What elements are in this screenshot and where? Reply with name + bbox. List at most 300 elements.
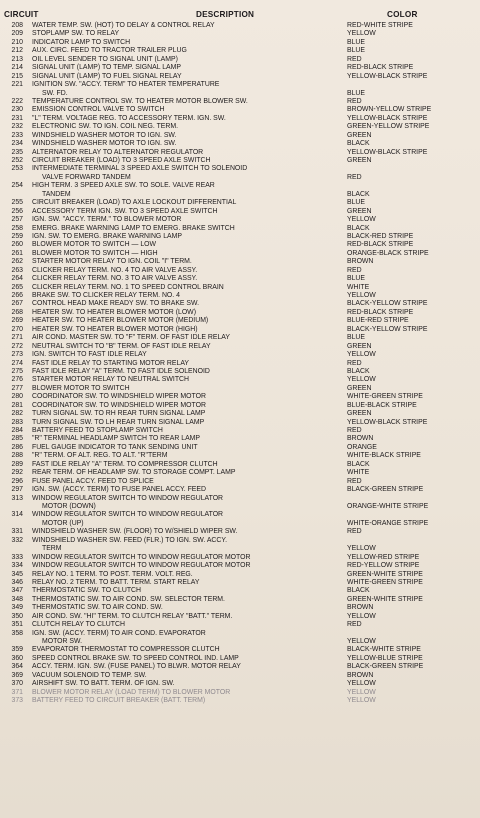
circuit-number: 255: [11, 199, 23, 207]
description-line: BRAKE SW. TO CLICKER RELAY TERM. NO. 4: [32, 292, 180, 300]
circuit-description: [32, 225, 342, 233]
circuit-number: 346: [11, 578, 23, 586]
circuit-number: 234: [11, 140, 23, 148]
table-row: [0, 579, 480, 587]
circuit-number: 235: [11, 148, 23, 156]
description-line: FAST IDLE RELAY "A" TERM. TO FAST IDLE SOLENOID: [32, 367, 210, 375]
circuit-description: [32, 47, 342, 55]
description-line: IGN. SW. "ACCY. TERM." TO BLOWER MOTOR: [32, 216, 182, 224]
table-row: [0, 165, 480, 182]
description-line: IGN. SW. (ACCY. TERM) TO FUSE PANEL ACCY. FEED: [32, 486, 206, 494]
description-line: WINDOW REGULATOR SWITCH TO WINDOW REGULATOR MOTOR: [32, 553, 251, 561]
table-row: [0, 630, 480, 647]
description-line: RELAY NO. 1 TERM. TO POST. TERM. VOLT. REG.: [32, 570, 193, 578]
description-line: BLOWER MOTOR TO SWITCH — HIGH: [32, 249, 158, 257]
circuit-description: [32, 216, 342, 224]
table-header: [0, 4, 480, 20]
circuit-number: 292: [11, 469, 23, 477]
circuit-description: [32, 697, 342, 705]
wire-color: GREEN: [347, 157, 372, 165]
description-line: HEATER SW. TO HEATER BLOWER MOTOR (MEDIUM): [32, 317, 209, 325]
table-row: [0, 672, 480, 680]
table-row: [0, 317, 480, 325]
circuit-number: 313: [11, 494, 23, 502]
description-line: TURN SIGNAL SW. TO LH REAR TURN SIGNAL LAMP: [32, 418, 205, 426]
circuit-description: [32, 587, 342, 595]
color-column-header: COLOR: [387, 10, 418, 19]
description-line: WINDSHIELD WASHER MOTOR TO IGN. SW.: [32, 131, 177, 139]
wire-color: BROWN-YELLOW STRIPE: [347, 106, 432, 114]
description-line: WINDOW REGULATOR SWITCH TO WINDOW REGULATOR: [32, 494, 224, 502]
table-row: [0, 123, 480, 131]
circuit-description: [32, 427, 342, 435]
circuit-number: 214: [11, 64, 23, 72]
wire-color: YELLOW-BLACK STRIPE: [347, 72, 428, 80]
table-row: [0, 587, 480, 595]
circuit-description: [32, 157, 342, 165]
table-row: [0, 149, 480, 157]
table-row: [0, 216, 480, 224]
circuit-number: 268: [11, 308, 23, 316]
table-row: [0, 435, 480, 443]
description-line: FUSE PANEL ACCY. FEED TO SPLICE: [32, 477, 154, 485]
wire-color: ORANGE: [347, 443, 377, 451]
wire-color: GREEN: [347, 384, 372, 392]
circuit-number: 359: [11, 646, 23, 654]
description-line: SPEED CONTROL BRAKE SW. TO SPEED CONTROL IND. LAMP: [32, 654, 239, 662]
table-row: [0, 258, 480, 266]
circuit-number: 213: [11, 55, 23, 63]
circuit-number: 275: [11, 367, 23, 375]
description-line: IGNITION SW. "ACCY. TERM" TO HEATER TEMPERATURE: [32, 81, 220, 89]
circuit-number: 280: [11, 393, 23, 401]
circuit-description: [32, 368, 342, 376]
wire-color: BLUE-BLACK STRIPE: [347, 401, 417, 409]
wire-color: RED: [347, 266, 362, 274]
circuit-description: [32, 452, 342, 460]
wire-color: WHITE-GREEN STRIPE: [347, 393, 423, 401]
description-line: CLICKER RELAY TERM. NO. 1 TO SPEED CONTROL BRAIN: [32, 283, 224, 291]
table-row: [0, 309, 480, 317]
circuit-description: [32, 385, 342, 393]
wire-color: BLACK: [347, 224, 370, 232]
circuit-number: 263: [11, 266, 23, 274]
circuit-description: [32, 182, 342, 199]
circuit-description: [32, 461, 342, 469]
circuit-number: 267: [11, 300, 23, 308]
wire-color: BLACK-GREEN STRIPE: [347, 663, 424, 671]
table-row: [0, 621, 480, 629]
circuit-number: 272: [11, 342, 23, 350]
table-row: [0, 402, 480, 410]
circuit-number: 348: [11, 595, 23, 603]
description-continuation: MOTOR (DOWN): [42, 503, 96, 510]
table-row: [0, 360, 480, 368]
circuit-description: [32, 621, 342, 629]
table-row: [0, 376, 480, 384]
circuit-description: [32, 317, 342, 325]
description-continuation: MOTOR SW.: [42, 638, 83, 646]
table-row: [0, 250, 480, 258]
description-line: STARTER MOTOR RELAY TO IGN. COIL "I" TERM.: [32, 258, 192, 266]
description-line: WATER TEMP. SW. (HOT) TO DELAY & CONTROL RELAY: [32, 22, 215, 29]
circuit-number: 260: [11, 241, 23, 249]
circuit-description: [32, 149, 342, 157]
table-row: [0, 486, 480, 494]
wire-color: GREEN: [347, 207, 372, 215]
table-row: [0, 98, 480, 106]
description-line: IGN. SW. (ACCY. TERM) TO AIR COND. EVAPORATOR: [32, 629, 206, 637]
description-line: WINDSHIELD WASHER SW. FEED (FLR.) TO IGN. SW. ACCY.: [32, 536, 228, 544]
circuit-number: 266: [11, 292, 23, 300]
wire-color: BLACK-YELLOW STRIPE: [347, 325, 428, 333]
circuit-number: 271: [11, 334, 23, 342]
table-row: [0, 478, 480, 486]
circuit-description: [32, 351, 342, 359]
wire-color: RED: [347, 477, 362, 485]
wire-color: BLUE-RED STRIPE: [347, 317, 409, 325]
circuit-description: [32, 646, 342, 654]
circuit-description: [32, 478, 342, 486]
table-row: [0, 385, 480, 393]
wire-color: GREEN: [347, 342, 372, 350]
circuit-description: [32, 30, 342, 38]
wire-color: BROWN: [347, 258, 374, 266]
circuit-number: 252: [11, 157, 23, 165]
wire-color: BLACK-RED STRIPE: [347, 232, 414, 240]
table-row: [0, 115, 480, 123]
table-row: [0, 157, 480, 165]
description-line: INTERMEDIATE TERMINAL 3 SPEED AXLE SWITCH TO SOLENOID: [32, 165, 248, 173]
circuit-number: 283: [11, 418, 23, 426]
circuit-description: [32, 511, 342, 528]
circuit-description: [32, 292, 342, 300]
description-line: WINDSHIELD WASHER SW. (FLOOR) TO W/SHIELD WIPER SW.: [32, 528, 238, 536]
circuit-description: [32, 410, 342, 418]
wire-color: RED: [347, 621, 362, 629]
circuit-description: [32, 596, 342, 604]
wire-color: YELLOW-RED STRIPE: [347, 553, 420, 561]
circuit-description: [32, 39, 342, 47]
circuit-number: 333: [11, 553, 23, 561]
description-line: ACCESSORY TERM IGN. SW. TO 3 SPEED AXLE SWITCH: [32, 207, 218, 215]
circuit-number: 230: [11, 106, 23, 114]
description-column-header: DESCRIPTION: [196, 10, 255, 19]
circuit-description: [32, 360, 342, 368]
table-row: [0, 613, 480, 621]
table-row: [0, 132, 480, 140]
wire-color: BLUE: [347, 275, 366, 283]
description-line: REAR TERM. OF HEADLAMP SW. TO STORAGE COMPT. LAMP: [32, 469, 236, 477]
wire-color: YELLOW: [347, 612, 376, 620]
circuit-description: [32, 435, 342, 443]
circuit-description: [32, 73, 342, 81]
circuit-number: 215: [11, 72, 23, 80]
wire-color: YELLOW: [347, 638, 376, 646]
circuit-number: 222: [11, 97, 23, 105]
table-row: [0, 528, 480, 536]
circuit-number: 258: [11, 224, 23, 232]
wire-color: BLACK-WHITE STRIPE: [347, 646, 421, 654]
circuit-description: [32, 98, 342, 106]
table-row: [0, 554, 480, 562]
circuit-number: 259: [11, 232, 23, 240]
table-row: [0, 326, 480, 334]
circuit-number: 265: [11, 283, 23, 291]
circuit-description: [32, 81, 342, 98]
circuit-number: 285: [11, 435, 23, 443]
wire-color: BLUE: [347, 89, 366, 97]
wire-color: RED: [347, 55, 362, 63]
description-continuation: TANDEM: [42, 190, 71, 198]
circuit-number: 262: [11, 258, 23, 266]
circuit-number: 370: [11, 680, 23, 688]
circuit-number: 264: [11, 275, 23, 283]
description-continuation: TERM: [42, 545, 62, 553]
wire-color: YELLOW: [347, 680, 376, 688]
circuit-number: 358: [11, 629, 23, 637]
circuit-description: [32, 233, 342, 241]
circuit-description: [32, 376, 342, 384]
wire-color: BLACK: [347, 460, 370, 468]
description-line: HEATER SW. TO HEATER BLOWER MOTOR (LOW): [32, 308, 196, 316]
wire-color: YELLOW: [347, 545, 376, 553]
circuit-description: [32, 284, 342, 292]
wire-color: YELLOW: [347, 292, 376, 300]
circuit-description: [32, 562, 342, 570]
circuit-number: 314: [11, 511, 23, 519]
circuit-number: 289: [11, 460, 23, 468]
wire-color: YELLOW: [347, 376, 376, 384]
circuit-number: 351: [11, 621, 23, 629]
description-line: HEATER SW. TO HEATER BLOWER MOTOR (HIGH): [32, 325, 198, 333]
circuit-description: [32, 689, 342, 697]
table-row: [0, 199, 480, 207]
circuit-description: [32, 537, 342, 554]
description-line: SIGNAL UNIT (LAMP) TO FUEL SIGNAL RELAY: [32, 72, 182, 80]
table-row: [0, 233, 480, 241]
wire-color: YELLOW: [347, 216, 376, 224]
description-line: "R" TERMINAL HEADLAMP SWITCH TO REAR LAMP: [32, 435, 201, 443]
circuit-number: 282: [11, 410, 23, 418]
description-line: ACCY. TERM. IGN. SW. (FUSE PANEL) TO BLWR. MOTOR RELAY: [32, 663, 241, 671]
wire-color: WHITE: [347, 469, 370, 477]
description-line: CLICKER RELAY TERM. NO. 4 TO AIR VALVE ASSY.: [32, 266, 198, 274]
wire-color: RED-BLACK STRIPE: [347, 241, 414, 249]
description-continuation: VALVE FORWARD TANDEM: [42, 173, 131, 181]
circuit-description: [32, 300, 342, 308]
circuit-description: [32, 275, 342, 283]
table-row: [0, 64, 480, 72]
description-line: WINDSHIELD WASHER MOTOR TO IGN. SW.: [32, 140, 177, 148]
circuit-description: [32, 115, 342, 123]
table-row: [0, 208, 480, 216]
description-line: COORDINATOR SW. TO WINDSHIELD WIPER MOTOR: [32, 393, 206, 401]
wire-color: WHITE-GREEN STRIPE: [347, 578, 423, 586]
table-row: [0, 562, 480, 570]
description-line: EMISSION CONTROL VALVE TO SWITCH: [32, 106, 165, 114]
table-row: [0, 444, 480, 452]
circuit-table-body: [0, 22, 480, 706]
wire-color: BLACK: [347, 190, 370, 198]
description-line: BLOWER MOTOR RELAY (LOAD TERM) TO BLOWER MOTOR: [32, 688, 231, 696]
description-line: WINDOW REGULATOR SWITCH TO WINDOW REGULATOR: [32, 511, 224, 519]
circuit-description: [32, 554, 342, 562]
circuit-description: [32, 444, 342, 452]
description-line: ELECTRONIC SW. TO IGN. COIL NEG. TERM.: [32, 123, 179, 131]
wire-color: BLUE: [347, 334, 366, 342]
description-line: AUX. CIRC. FEED TO TRACTOR TRAILER PLUG: [32, 47, 187, 55]
table-row: [0, 241, 480, 249]
circuit-number: 345: [11, 570, 23, 578]
table-row: [0, 419, 480, 427]
description-line: CONTROL HEAD MAKE READY SW. TO BRAKE SW.: [32, 300, 200, 308]
wire-color: YELLOW-BLACK STRIPE: [347, 114, 428, 122]
wire-color: BLUE: [347, 47, 366, 55]
description-line: AIR COND. SW. "HI" TERM. TO CLUTCH RELAY "BATT." TERM.: [32, 612, 233, 620]
description-line: BATTERY FEED TO CIRCUIT BREAKER (BATT. TERM): [32, 697, 206, 705]
description-line: BLOWER MOTOR TO SWITCH: [32, 384, 130, 392]
circuit-number: 270: [11, 325, 23, 333]
table-row: [0, 47, 480, 55]
table-row: [0, 73, 480, 81]
wire-color: GREEN: [347, 410, 372, 418]
circuit-number: 331: [11, 528, 23, 536]
table-row: [0, 56, 480, 64]
wire-color: RED-BLACK STRIPE: [347, 64, 414, 72]
wire-color: GREEN: [347, 131, 372, 139]
description-continuation: SW. FD.: [42, 89, 68, 97]
circuit-description: [32, 309, 342, 317]
description-line: IGN. SW. TO EMERG. BRAKE WARNING LAMP: [32, 232, 182, 240]
wire-color: BLUE: [347, 38, 366, 46]
wire-color: GREEN-WHITE STRIPE: [347, 570, 423, 578]
table-row: [0, 106, 480, 114]
wire-color: BROWN: [347, 671, 374, 679]
wire-color: YELLOW-BLUE STRIPE: [347, 654, 423, 662]
table-row: [0, 410, 480, 418]
wire-color: YELLOW: [347, 30, 376, 38]
wire-color: RED: [347, 427, 362, 435]
circuit-number: 349: [11, 604, 23, 612]
description-line: EVAPORATOR THERMOSTAT TO COMPRESSOR CLUTCH: [32, 646, 220, 654]
wire-color: WHITE-ORANGE STRIPE: [347, 519, 429, 527]
wire-color: BROWN: [347, 435, 374, 443]
table-row: [0, 393, 480, 401]
circuit-description: [32, 393, 342, 401]
circuit-number: 209: [11, 30, 23, 38]
description-line: EMERG. BRAKE WARNING LAMP TO EMERG. BRAKE SWITCH: [32, 224, 235, 232]
table-row: [0, 300, 480, 308]
circuit-description: [32, 199, 342, 207]
circuit-description: [32, 343, 342, 351]
circuit-column-header: CIRCUIT: [4, 10, 39, 19]
circuit-description: [32, 132, 342, 140]
table-row: [0, 22, 480, 30]
circuit-number: 334: [11, 562, 23, 570]
wire-color: BLACK: [347, 587, 370, 595]
wire-color: ORANGE-WHITE STRIPE: [347, 502, 429, 510]
wire-color: YELLOW-BLACK STRIPE: [347, 418, 428, 426]
table-row: [0, 343, 480, 351]
wire-color: WHITE: [347, 283, 370, 291]
circuit-number: 212: [11, 47, 23, 55]
table-row: [0, 655, 480, 663]
circuit-number: 253: [11, 165, 23, 173]
table-row: [0, 452, 480, 460]
table-row: [0, 697, 480, 705]
description-line: CIRCUIT BREAKER (LOAD) TO AXLE LOCKOUT DIFFERENTIAL: [32, 199, 237, 207]
table-row: [0, 284, 480, 292]
description-line: AIR COND. MASTER SW. TO "F" TERM. OF FAST IDLE RELAY: [32, 334, 230, 342]
circuit-number: 369: [11, 671, 23, 679]
circuit-description: [32, 680, 342, 688]
circuit-number: 261: [11, 249, 23, 257]
description-line: "R" TERM. OF ALT. REG. TO ALT. "R"TERM: [32, 452, 168, 460]
description-line: FAST IDLE RELAY TO STARTING MOTOR RELAY: [32, 359, 189, 367]
circuit-description: [32, 571, 342, 579]
circuit-number: 232: [11, 123, 23, 131]
circuit-number: 269: [11, 317, 23, 325]
circuit-description: [32, 241, 342, 249]
description-line: THERMOSTATIC SW. TO CLUTCH: [32, 587, 141, 595]
circuit-number: 210: [11, 38, 23, 46]
wire-color: RED: [347, 528, 362, 536]
circuit-description: [32, 528, 342, 536]
description-continuation: MOTOR (UP): [42, 519, 84, 527]
wire-color: YELLOW: [347, 351, 376, 359]
circuit-description: [32, 250, 342, 258]
circuit-description: [32, 165, 342, 182]
circuit-description: [32, 495, 342, 512]
description-line: VACUUM SOLENOID TO TEMP. SW.: [32, 671, 147, 679]
table-row: [0, 140, 480, 148]
table-row: [0, 469, 480, 477]
table-row: [0, 537, 480, 554]
circuit-number: 254: [11, 182, 23, 190]
circuit-number: 233: [11, 131, 23, 139]
circuit-number: 284: [11, 427, 23, 435]
description-line: CIRCUIT BREAKER (LOAD) TO 3 SPEED AXLE SWITCH: [32, 157, 211, 165]
circuit-number: 208: [11, 22, 23, 29]
description-line: WINDOW REGULATOR SWITCH TO WINDOW REGULATOR MOTOR: [32, 562, 251, 570]
wire-color: YELLOW: [347, 697, 376, 705]
circuit-description: [32, 613, 342, 621]
wire-color: RED: [347, 359, 362, 367]
wire-color: GREEN-YELLOW STRIPE: [347, 123, 430, 131]
wire-color: BLACK-GREEN STRIPE: [347, 486, 424, 494]
circuit-number: 274: [11, 359, 23, 367]
circuit-description: [32, 486, 342, 494]
description-line: TEMPERATURE CONTROL SW. TO HEATER MOTOR BLOWER SW.: [32, 97, 248, 105]
circuit-description: [32, 208, 342, 216]
description-line: ALTERNATOR RELAY TO ALTERNATOR REGULATOR: [32, 148, 204, 156]
description-line: CLUTCH RELAY TO CLUTCH: [32, 621, 125, 629]
description-line: BATTERY FEED TO STOPLAMP SWITCH: [32, 427, 163, 435]
table-row: [0, 604, 480, 612]
table-row: [0, 427, 480, 435]
description-line: FUEL GAUGE INDICATOR TO TANK SENDING UNIT: [32, 443, 198, 451]
circuit-number: 257: [11, 216, 23, 224]
circuit-number: 373: [11, 697, 23, 705]
circuit-description: [32, 64, 342, 72]
wire-color: BROWN: [347, 604, 374, 612]
table-row: [0, 461, 480, 469]
circuit-number: 231: [11, 114, 23, 122]
circuit-number: 273: [11, 351, 23, 359]
circuit-description: [32, 655, 342, 663]
description-line: COORDINATOR SW. TO WINDSHIELD WIPER MOTOR: [32, 401, 206, 409]
